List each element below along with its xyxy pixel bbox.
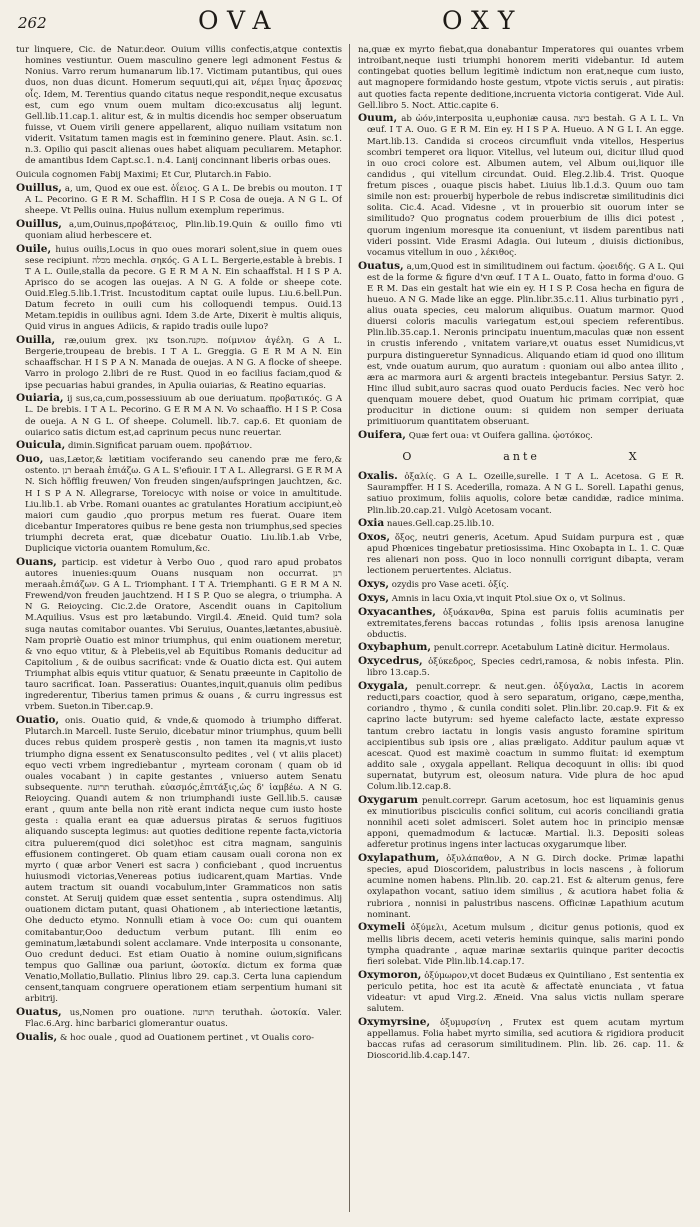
entry-headword: Ouifera, xyxy=(358,429,406,442)
entry-text: dimin.Significat paruam ouem. προβάτιον. xyxy=(67,441,253,452)
entry-text: Ouicula cognomen Fabij Maximi; Et Cur, Plutarch.in Fabio. xyxy=(16,169,272,180)
section-word: ante xyxy=(503,450,540,464)
entry-text: naues.Gell.cap.25.lib.10. xyxy=(386,519,495,530)
entry-headword: Oxalis. xyxy=(358,470,398,483)
entry-text: ὀξυλάπαθον, A N G. Dirch docke. Primæ lapathi species, apud Dioscoridem, palustribus in locis nascens , à foliorum acumine nomen habens. Plin.lib. 20. cap.21. Est & alterum genus, fere oxylapathon vocant, satiuo idem similius , & acutiora habet folia & rubriora , nonnisi in palustribus nascens. Officinæ Lapathium acutum nominant. xyxy=(367,854,684,920)
section-letter-left: O xyxy=(402,450,415,464)
entry-headword: Oxymeli xyxy=(358,921,406,934)
entry-text: ὀξύμελι, Acetum mulsum , dicitur genus potionis, quod ex mellis libris decem, aceti veteris heminis quinque, salis marini pondo tympha quadrante , aquæ marinæ sextariis quinque pariter decoctis fieri solebat. Vide Plin.lib.14.cap.17. xyxy=(367,923,684,967)
dictionary-entry xyxy=(16,393,342,439)
entry-text: na,quæ ex myrto fiebat,qua donabantur Imperatores qui ouantes vrbem introibant,neque iusti triumphi honorem meriti videbantur. Id autem contingebat quoties bellum legitimè indictum non erat,neque cum iusto, aut magnopere formidando hoste gestum, vtpote victis seruis , aut piratis: aut quoties facta repente deditione,incruenta victoria contigerat. Vide Aul. Gell.libro 5. Noct. Attic.capite 6. xyxy=(358,45,684,111)
entry-text: ab ὠόν,interposita u,euphoniæ causa. ביצה bestah. G A L L. Vn œuf. I T A. Ouo. G E R M. Ein ey. H I S P A. Hueuo. A N G L I. An egge. Mart.lib.13. Candida si croceos circumfluit vnda vitellos, Hesperius scombri temperet ora liquor. Vitellus, vel luteum oui, dicitur illud quod in ouo croci colore est. Albumen autem, vel Album oui,liquor ille candidus , qui vitellum circundat. Ouid. Eleg.2.lib.4. Trist. Quoque fretum pisces , ouaque piscis habet. Liuius lib.1.d.3. Quum ouo tam simile non est: prouerbij hyperbole de rebus indiscretæ similitudinis dici solita. Cic.4. Acad. Videsne , vt in prouerbio sit ouorum inter se similitudo? Quo prognatus codem prouerbium de illis dici potest , quorum ingenium moresque ita conueniunt, vt iisdem parentibus nati videri possint. Vide Erasmi Adagia. Oui luteum , diuisis dictionibus, vocamus vitellum in ouo , λέκιθος. xyxy=(367,114,684,258)
dictionary-entry xyxy=(16,219,342,242)
entry-headword: Oxygala, xyxy=(358,680,409,693)
entry-text: ὄξος, neutri generis, Acetum. Apud Suidam purpura est , quæ apud Phœnices tingebatur pretiosissima. Hinc Oxobapta in L. 1. C. Quæ res alienari non poss. Quo in loco nonnulli corrigunt dibapta, veram lectionem peruertentes. Alciatus. xyxy=(367,532,684,577)
entry-text: uas,Lætor,& lætitiam vociferando seu canendo præ me fero,& ostento. רנן beraah ἐπιάζω. G A L. S'efiouir. I T A L. Allegrarsi. G E R M A N. Sich höfflig freuwen/ Von freuden singen/aufspringen jauchtzen, &c. H I S P A N. Allegrarse, Toreiocyc with noise or voice in amultitude. Liu.lib.1. ab Vrbe. Romani ouantes ac gratulantes Horatium accipiunt,eò maiori cum gaudio ,quo prorpus metum res fuerat. Ouare item dicebantur Imperatores quibus re bene gesta non triumphus,sed species triumphi decreta erat, quæ dicebatur Ouatio. Liu.lib.1.ab Vrbe, Duplicique victoria ouantem Romulum,&c. xyxy=(25,455,342,555)
entry-headword: Ouatio, xyxy=(16,714,60,727)
dictionary-entry xyxy=(358,795,684,852)
entry-headword: Oxos, xyxy=(358,530,390,543)
entry-headword: Oxybaphum, xyxy=(358,641,432,654)
entry-text: Quæ fert oua: vt Ouifera gallina. ᾠοτόκος. xyxy=(408,431,593,442)
dictionary-entry xyxy=(358,1017,684,1063)
entry-text: ὀξυάκανθα, Spina est paruis foliis acuminatis per extremitates,ferens baccas rotundas , foliis ipsis arenosa lanugine obductis. xyxy=(367,607,684,640)
page-number: 262 xyxy=(18,14,47,32)
dictionary-entry xyxy=(16,244,342,334)
left-column xyxy=(16,44,342,1214)
entry-headword: Oxycedrus, xyxy=(358,655,423,668)
entry-text: Amnis in lacu Oxia,vt inquit Ptol.siue Ox o, vt Solinus. xyxy=(391,593,626,604)
entry-text: a,um,Quod est in similitudinem oui factum. ᾠοειδής. G A L. Qui est de la forme & figure d'vn œuf. I T A L. Ouato, fatto in forma d'ouo. G E R M. Das ein gestalt hat wie ein ey. H I S P. Cosa hecha en figura de hueuo. A N G. Made like an egge. Plin.libr.35.c.11. Alius turbinatio pyri , alius ouata species, ceu malorum aliquibus. Ouatum marmor. Quod diuersi coloris maculis variegatum est,oui speciem referentibus. Plin.lib.35.cap.1. Neronis principatu inuentum,maculas quæ non essent in crustis inferendo , vnitatem variare,vt ouatus esset Numidicus,vt purpura distingueretur Synnadicus. Aliquando etiam id quod ono illitum est, vnde ouatum aurum, quo auratum : quoniam oui albo antea illito , æra ac marmora auri & argenti bracteis integebantur. Persius Satyr. 2. Hinc illud subit,auro sacras quod ouato Perducis facies. Nec verò hoc quenquam mouere debet, quod Ouatum hic primam corripiat, quæ producitur in dictione ouum: si quidem non semper deriuata primitiuorum quantitatem obseruant. xyxy=(367,261,684,428)
dictionary-entry xyxy=(358,44,684,112)
dictionary-entry xyxy=(358,579,684,591)
entry-headword: Ouile, xyxy=(16,242,52,255)
entry-text: tur linquere, Cic. de Natur.deor. Ouium villis confectis,atque contextis homines vestiuntur. Ouem masculino genere legi admonent Festus & Nonius. Varro rerum humanarum lib.17. Victimam putantibus, qui oues duos, non duas dicunt. Homerum sequuti,qui ait, νέμει ἴηιας ἄρσενας οἶς. Idem, M. Terentius quando citatus neque respondit,neque excusatus est, cum ego vnum ouem multam dico:excusatus alij legunt. Gell.lib.11.cap.1. alitur est, & in multis dicendis hoc semper obseruatum fuisse, vt Ouem virili genere appellarent, aliquo nuiliam vsitatum non viderit. Vsitatum tamen magis est in fœminino genere. Plaut. Asin. sc.1. n.3. Opilio qui pascit alienas oues habet aliquam peculiarem. Metaphor. de amantibus Idem Capt.sc.1. n.4. Lanij concinnant liberis orbas oues. xyxy=(16,45,342,167)
dictionary-entry xyxy=(16,44,342,167)
entry-headword: Oxyacanthes, xyxy=(358,605,436,618)
entry-headword: Oxys, xyxy=(358,591,390,604)
dictionary-entry xyxy=(358,471,684,517)
entry-text: penult.correpr. Garum acetosum, hoc est liquaminis genus ex minutioribus pisciculis confici solitum, cui acoris conciliandi gratia nonnihil aceti solet admisceri. Solet autem hoc in principio mensæ apponi, quemadmodum & lactucæ. Martial. li.3. Depositi soleas adferetur protinus ingens inter lactucas oxygarumque liber. xyxy=(367,795,684,851)
dictionary-entry xyxy=(358,113,684,259)
entry-text: huius ouilis,Locus in quo oues morari solent,siue in quem oues sese recipiunt. מכלה mechla. σηκός. G A L L. Bergerie,estable à brebis. I T A L. Ouile,stalla da pecore. G E R M A N. Ein schaaffstal. H I S P A. Aprisco do se acogen las ouejas. A N G. A folde or sheepe cote. Ouid.Eleg.5.lib.1.Trist. Incustoditum captat ouile lupus. Liu.6.bell.Pun. Datum fecreto in ouili cum his colloquendi tempus. Ouid.13 Metam.tepidis in ouilibus agni. Idem 3.de Arte, Dixerit è multis aliquis, Quid virus in angues Adiicis, & rapido tradis ouile lupo? xyxy=(25,244,342,333)
entry-headword: Oxymoron, xyxy=(358,968,422,981)
dictionary-entry xyxy=(358,922,684,968)
dictionary-entry xyxy=(358,607,684,641)
dictionary-entry xyxy=(16,715,342,1005)
entry-headword: Ouatus, xyxy=(358,259,404,272)
entry-text: a,um,Ouinus,προβάτειος, Plin.lib.19.Quin & ouillo fimo vti quoniam aliud herbescere et. xyxy=(25,219,342,241)
entry-text: penult.correpr. & neut.gen. ὀξύγαλα, Lactis in acorem reducti,pars coactior, quod à sero separatum, origano, cæpe,mentha, coriandro , thymo , & cunila conditi solet. Plin.libr. 20.cap.9. Fit & ex caprino lacte butyrum: sed hyeme calefacto lacte, æstate expresso tantum crebro iactatu in longis vasis angusto foramine spiritum accipientibus sub ipsis ore , alias præligato. Additur paulum aquæ vt acescat. Quod est maximè coactum in summo fluitat: id exemptum addito sale , oxygala appellant. Reliqua decoquunt in ollis: ibi quod supernatat, butyrum est, oleosum natura. Vide plura de hoc apud Colum.lib.12.cap.8. xyxy=(367,682,684,793)
dictionary-entry xyxy=(358,656,684,679)
entry-headword: Oxygarum xyxy=(358,793,418,806)
dictionary-entry xyxy=(16,183,342,217)
entry-text: a, um, Quod ex oue est. ὀΐειος. G A L. De brebis ou mouton. I T A L. Pecorino. G E R M. Schafflin. H I S P. Cosa de oueja. A N G L. Of sheepe. Vt Pellis ouina. Huius nullum exemplum reperimus. xyxy=(25,183,342,216)
entry-headword: Ouillus, xyxy=(16,217,62,230)
dictionary-entry xyxy=(358,853,684,921)
entry-text: onis. Ouatio quid, & vnde,& quomodo à triumpho differat. Plutarch.in Marcell. Iuste Seruio, dicebatur minor triumphus, quum belli duces rebus quidem prosperè gestis , non tamen ita magnis,vt iusto triumpho digna essent ex Senatusconsulto pedites , vel ( vt aliis placet) equo vecti vrbem ingrediebantur , myrteam coronam ( quam ob id ouales vocabant ) in capite gestantes , vniuerso autem Senatu subsequente. תרועה teruthah. εὐασμός,ἐπιτάξις,ὡς δ' ἰαμβέω. A N G. Reioycing. Quandi autem & non triumphandi iuste Gell.lib.5. causæ erant , quum ante bella non ritè erant indicta neque cum iusto hoste gesta : qualia erant ea quæ aduersus piratas & seruos fugitiuos aliquando suscepta legimus: aut quoties deditione repente facta,victoria citra puluerem(quod dici solet)hoc est citra magnam, sanguinis effusionem contingeret. Ob quam etiam causam ouali corona non ex myrto ( quæ arbor Veneri est sacra ) conficiebant , quod incruentus huiusmodi victorias,Venereas potius iudicarent,quam Martias. Vnde autem tractum sit ouandi vocabulum,inter Grammaticos non satis constet. At Seruij quidem quæ esset sententia , supra ostendimus. Alij ouationem dictam putant, quasi Ohationem , ab interiectione lætantis, Ohe deducto etymo. Nonnulli etiam à voce Oo: cum qui ouantem comitabantur,Ooo deductum verbum putant. Illi enim eo geminatum,lætabundi solent acclamare. Vnde interposita u consonante, Ouo credunt deduci. Est etiam Ouatio à nomine ouium,significans tempus quo Gallinæ oua pariunt, ὠοτοκία. dictum ex forma quæ Venatio,Mollatio,Bullatio. Plinius libro 29. cap.3. Certa luna capiendum censent,tanquam congruere operationem etiam serpentium humani sit arbitrij. xyxy=(25,716,342,1005)
running-head-left: OVA xyxy=(198,6,280,35)
dictionary-entry xyxy=(358,430,684,442)
entry-text: penult.correpr. Acetabulum Latinè dicitur. Hermolaus. xyxy=(433,643,670,654)
entry-headword: Oualis, xyxy=(16,1030,58,1043)
dictionary-entry xyxy=(16,454,342,555)
dictionary-entry xyxy=(16,169,342,181)
entry-headword: Oxys, xyxy=(358,578,390,591)
dictionary-entry xyxy=(358,532,684,578)
entry-text: ὀξύμωρον,vt docet Budæus ex Quintiliano , Est sententia ex periculo petita, hoc est ita acutè & affectatè enunciata , vt fatua videatur: vt apud Virg.2. Æneid. Vna salus victis nullam sperare salutem. xyxy=(367,970,684,1014)
dictionary-entry xyxy=(358,518,684,530)
entry-text: ræ,ouium grex. צאן tson.מקנה. ποίμνιον ἀγέλη. G A L. Bergerie,troupeau de brebis. I T A L. Greggia. G E R M A N. Ein schaaffschar. H I S P A N. Manada de ouejas. A N G. A flocke of sheepe. Varro in prologo 2.libri de re Rust. Quod in eo facilius faciam,quod & ipse pecuarias habui grandes, in Apulia ouiarias, & Reatino equarias. xyxy=(25,336,342,391)
entry-text: ὀξαλίς. G A L. Ozeille,surelle. I T A L. Acetosa. G E R. Saurampffer. H I S. Acederilla, romaza. A N G L. Sorell. Lapathi genus, satiuo proximum, foliis aquolis, colore betæ candidæ, radice minima. Plin.lib.20.cap.21. Vulgò Acetosam vocant. xyxy=(367,472,684,516)
dictionary-entry xyxy=(16,1007,342,1030)
running-head-right: OXY xyxy=(442,6,524,35)
entry-headword: Oxia xyxy=(358,517,385,530)
entry-text: particip. est videtur à Verbo Ouo , quod raro apud probatos autores inuenies:quum Ouans nusquam non occurrat. רנן meraah.ἐπιάζων. G A L. Triomphant. I T A. Triemphanti. G E R M A N. Frewend/von freuden jauchtzend. H I S P. Quo se alegra, o triumpha. A N G. Reioycing. Cic.2.de Oratore, Ascendit ouans in Capitolium M.Aquilius. Vsus est pro lætabundo. Virgil.4. Æneid. Quid tum? sola suga nautas comitabor ouantes. Vbi Seruius, Ouantes,lætantes,abusiuè. Nam propriè Ouatio est minor triumphus, qui enim ouationem meretur, & vno equo vtitur, & à Plebeiis,vel ab Equitibus Romanis deducitur ad Capitolium , & de ouibus sacrificat: vnde & Ouatio dicta est. Qui autem Triumphat albis equis vtitur quatuor, & Senatu præeunte in Capitolio de tauro sacrificat. Ioan. Passeratius: Ouantes,inquit,quanuis olim pedibus ingrederentur, Tiberius tamen primus & ouans , & curru ingressus est vrbem. Sueton.in Tiber.cap.9. xyxy=(25,557,342,713)
dictionary-entry xyxy=(358,681,684,793)
dictionary-entry xyxy=(358,593,684,605)
section-letter-right: X xyxy=(628,450,640,464)
entry-headword: Ouiaria, xyxy=(16,392,64,405)
entry-headword: Ouicula, xyxy=(16,439,66,452)
entry-text: ὀξύκεδρος, Species cedri,ramosa, & nobis infesta. Plin. libro 13.cap.5. xyxy=(367,657,684,679)
entry-text: ij sus,ca,cum,possessiuum ab oue deriuatum. προβατικός. G A L. De brebis. I T A L. Pecorino. G E R M A N. Vo schaaffio. H I S P. Cosa de oueja. A N G L. Of sheepe. Columell. lib.7. cap.6. Et quoniam de ouiarico satis dictum est,ad caprinum pecus nunc reuertar. xyxy=(25,394,342,438)
dictionary-entry xyxy=(16,1032,342,1044)
right-column xyxy=(358,44,684,1214)
entry-headword: Ouilla, xyxy=(16,334,56,347)
entry-text: ὀξυμυρσίνη , Frutex est quem acutam myrtum appellamus. Folia habet myrto similia, sed acutiora & rigidiora producit baccas rufas ad cerasorum similitudinem. Plin. lib. 26. cap. 11. & Dioscorid.lib.4.cap.147. xyxy=(367,1017,684,1061)
entry-text: ozydis pro Vase aceti. ὀξίς. xyxy=(391,580,509,591)
entry-headword: Oxymyrsine, xyxy=(358,1015,431,1028)
entry-headword: Ouans, xyxy=(16,555,57,568)
dictionary-entry xyxy=(358,642,684,654)
entry-text: us,Nomen pro ouatione. תרועה teruthah. ὠοτοκία. Valer. Flac.6.Arg. hinc barbarici glomerantur ouatus. xyxy=(25,1008,342,1030)
dictionary-entry xyxy=(16,557,342,714)
dictionary-entry xyxy=(16,440,342,452)
section-heading xyxy=(358,450,684,463)
dictionary-entry xyxy=(358,970,684,1016)
dictionary-entry xyxy=(16,335,342,392)
entry-headword: Ouo, xyxy=(16,453,44,466)
entry-text: & hoc ouale , quod ad Ouationem pertinet , vt Oualis coro- xyxy=(59,1032,315,1043)
entry-headword: Ouum, xyxy=(358,112,398,125)
column-divider xyxy=(349,44,350,1212)
entry-headword: Ouillus, xyxy=(16,181,62,194)
entry-headword: Oxylapathum, xyxy=(358,852,440,865)
entry-headword: Ouatus, xyxy=(16,1006,62,1019)
dictionary-entry xyxy=(358,261,684,429)
